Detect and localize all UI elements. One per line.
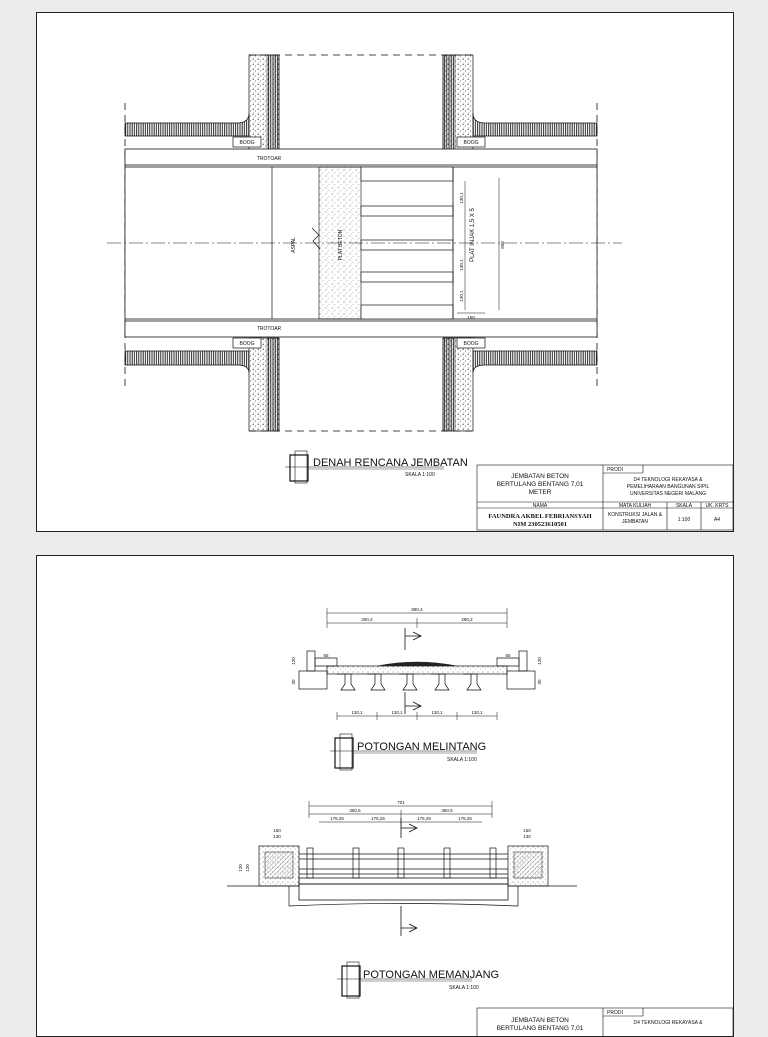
- dim-1301-a: 130,1: [459, 192, 464, 204]
- retaining-wall-right-top: [473, 113, 597, 136]
- plan-drawing: [37, 13, 733, 531]
- ls-dim-side-2: 130: [273, 834, 281, 839]
- drawing-sheet-plan: [36, 12, 734, 532]
- long-section: [227, 801, 577, 936]
- project-title-line3: METER: [528, 489, 552, 496]
- prodi-line2: PEMELIHARAAN BANGUNAN SIPIL: [626, 484, 710, 490]
- wing-wall-top-right: [443, 55, 473, 150]
- prodi-2-line1: D4 TEKNOLOGI REKAYASA &: [633, 1020, 703, 1026]
- plat-beton-label: PLAT BETON: [338, 229, 344, 261]
- ls-dim-side-3: 150: [523, 828, 531, 833]
- cs-dim-girder-1: 130,1: [351, 710, 363, 715]
- plan-view-title: DENAH RENCANA JEMBATAN: [313, 457, 468, 469]
- ls-dim-half-left: 350,5: [349, 808, 361, 813]
- cs-dim-side-2: 65: [505, 653, 511, 658]
- retaining-wall-left-bottom: [125, 351, 249, 373]
- wing-wall-bottom-right: [443, 338, 473, 431]
- prodi-label: PRODI: [607, 467, 623, 473]
- wing-wall-bottom-left: [249, 338, 279, 431]
- skala-value: 1:100: [677, 517, 691, 523]
- cs-dim-girder-2: 130,1: [391, 710, 403, 715]
- cs-dim-side-4: 120: [537, 657, 542, 665]
- ls-dim-side-6: 120: [245, 864, 250, 872]
- retaining-wall-left-top: [125, 113, 249, 136]
- long-section-scale: SKALA 1:100: [449, 985, 479, 991]
- skala-label: SKALA: [675, 503, 693, 509]
- aspal-label: ASPAL: [291, 237, 297, 253]
- wing-wall-top-left: [249, 55, 279, 150]
- project-title-line1: JEMBATAN BETON: [511, 473, 569, 480]
- trotoar-label-bottom: TROTOAR: [256, 326, 282, 332]
- cs-dim-side-6: 30: [537, 679, 542, 685]
- retaining-wall-right-bottom: [473, 351, 597, 373]
- ls-dim-side-4: 130: [523, 834, 531, 839]
- boog-label-1: BOOG: [239, 140, 255, 146]
- cs-dim-side-3: 120: [291, 657, 296, 665]
- long-section-title: POTONGAN MEMANJANG: [363, 969, 500, 981]
- ls-dim-q4: 175,25: [458, 816, 472, 821]
- drawing-sheet-sections: [36, 555, 734, 1037]
- plat-injak-label: PLAT INJAK 1,5 X 5: [470, 208, 476, 262]
- prodi-label-2: PRODI: [607, 1010, 623, 1016]
- plan-view-scale: SKALA 1:100: [405, 472, 435, 478]
- ls-dim-q3: 175,25: [417, 816, 431, 821]
- kertas-value: A4: [713, 517, 721, 523]
- ls-dim-half-right: 350,5: [441, 808, 453, 813]
- trotoar-label-top: TROTOAR: [256, 156, 282, 162]
- boog-label-4: BOOG: [463, 341, 479, 347]
- ls-dim-q1: 175,25: [330, 816, 344, 821]
- prodi-line3: UNIVERSITAS NEGERI MALANG: [629, 491, 707, 497]
- cs-dim-side-1: 65: [323, 653, 329, 658]
- uk-kertas-label: UK. KRTS: [705, 503, 729, 509]
- student-name: FAUNDRA AKBEL FEBRIANSYAH: [488, 513, 592, 520]
- ls-dim-q2: 175,25: [371, 816, 385, 821]
- boog-label-3: BOOG: [239, 341, 255, 347]
- dim-1301-b: 130,1: [459, 259, 464, 271]
- cs-dim-girder-3: 130,1: [431, 710, 443, 715]
- nama-label: NAMA: [532, 503, 548, 509]
- ls-dim-side-1: 150: [273, 828, 281, 833]
- project-title-2-line2: BERTULANG BENTANG 7,01: [496, 1025, 584, 1032]
- boog-label-2: BOOG: [463, 140, 479, 146]
- cs-dim-half-right: 290,2: [461, 617, 473, 622]
- trotoar-bottom: [125, 321, 597, 337]
- ls-dim-total: 701: [397, 800, 405, 805]
- cs-dim-total: 580,4: [411, 607, 423, 612]
- project-title-2-line1: JEMBATAN BETON: [511, 1017, 569, 1024]
- mata-kuliah-label: MATA KULIAH: [618, 503, 652, 509]
- cs-dim-side-5: 30: [291, 679, 296, 685]
- cs-dim-girder-4: 130,1: [471, 710, 483, 715]
- prodi-line1: D4 TEKNOLOGI REKAYASA &: [633, 477, 703, 483]
- mata-kuliah-line2: JEMBATAN: [622, 519, 648, 525]
- project-title-line2: BERTULANG BENTANG 7,01: [496, 481, 584, 488]
- cs-dim-half-left: 290,2: [361, 617, 373, 622]
- student-nim: NIM 230523610501: [513, 521, 567, 528]
- cross-section: [299, 608, 535, 720]
- dim-600: 600: [500, 241, 505, 249]
- cross-section-title: POTONGAN MELINTANG: [357, 741, 487, 753]
- dim-150: 150: [467, 315, 475, 320]
- ls-dim-side-5: 120: [238, 864, 243, 872]
- mata-kuliah-line1: KONSTRUKSI JALAN &: [607, 512, 663, 518]
- dim-1301-c: 130,1: [459, 290, 464, 302]
- trotoar-top: [125, 149, 597, 165]
- cross-section-scale: SKALA 1:100: [447, 757, 477, 763]
- sections-drawing: [37, 556, 733, 1036]
